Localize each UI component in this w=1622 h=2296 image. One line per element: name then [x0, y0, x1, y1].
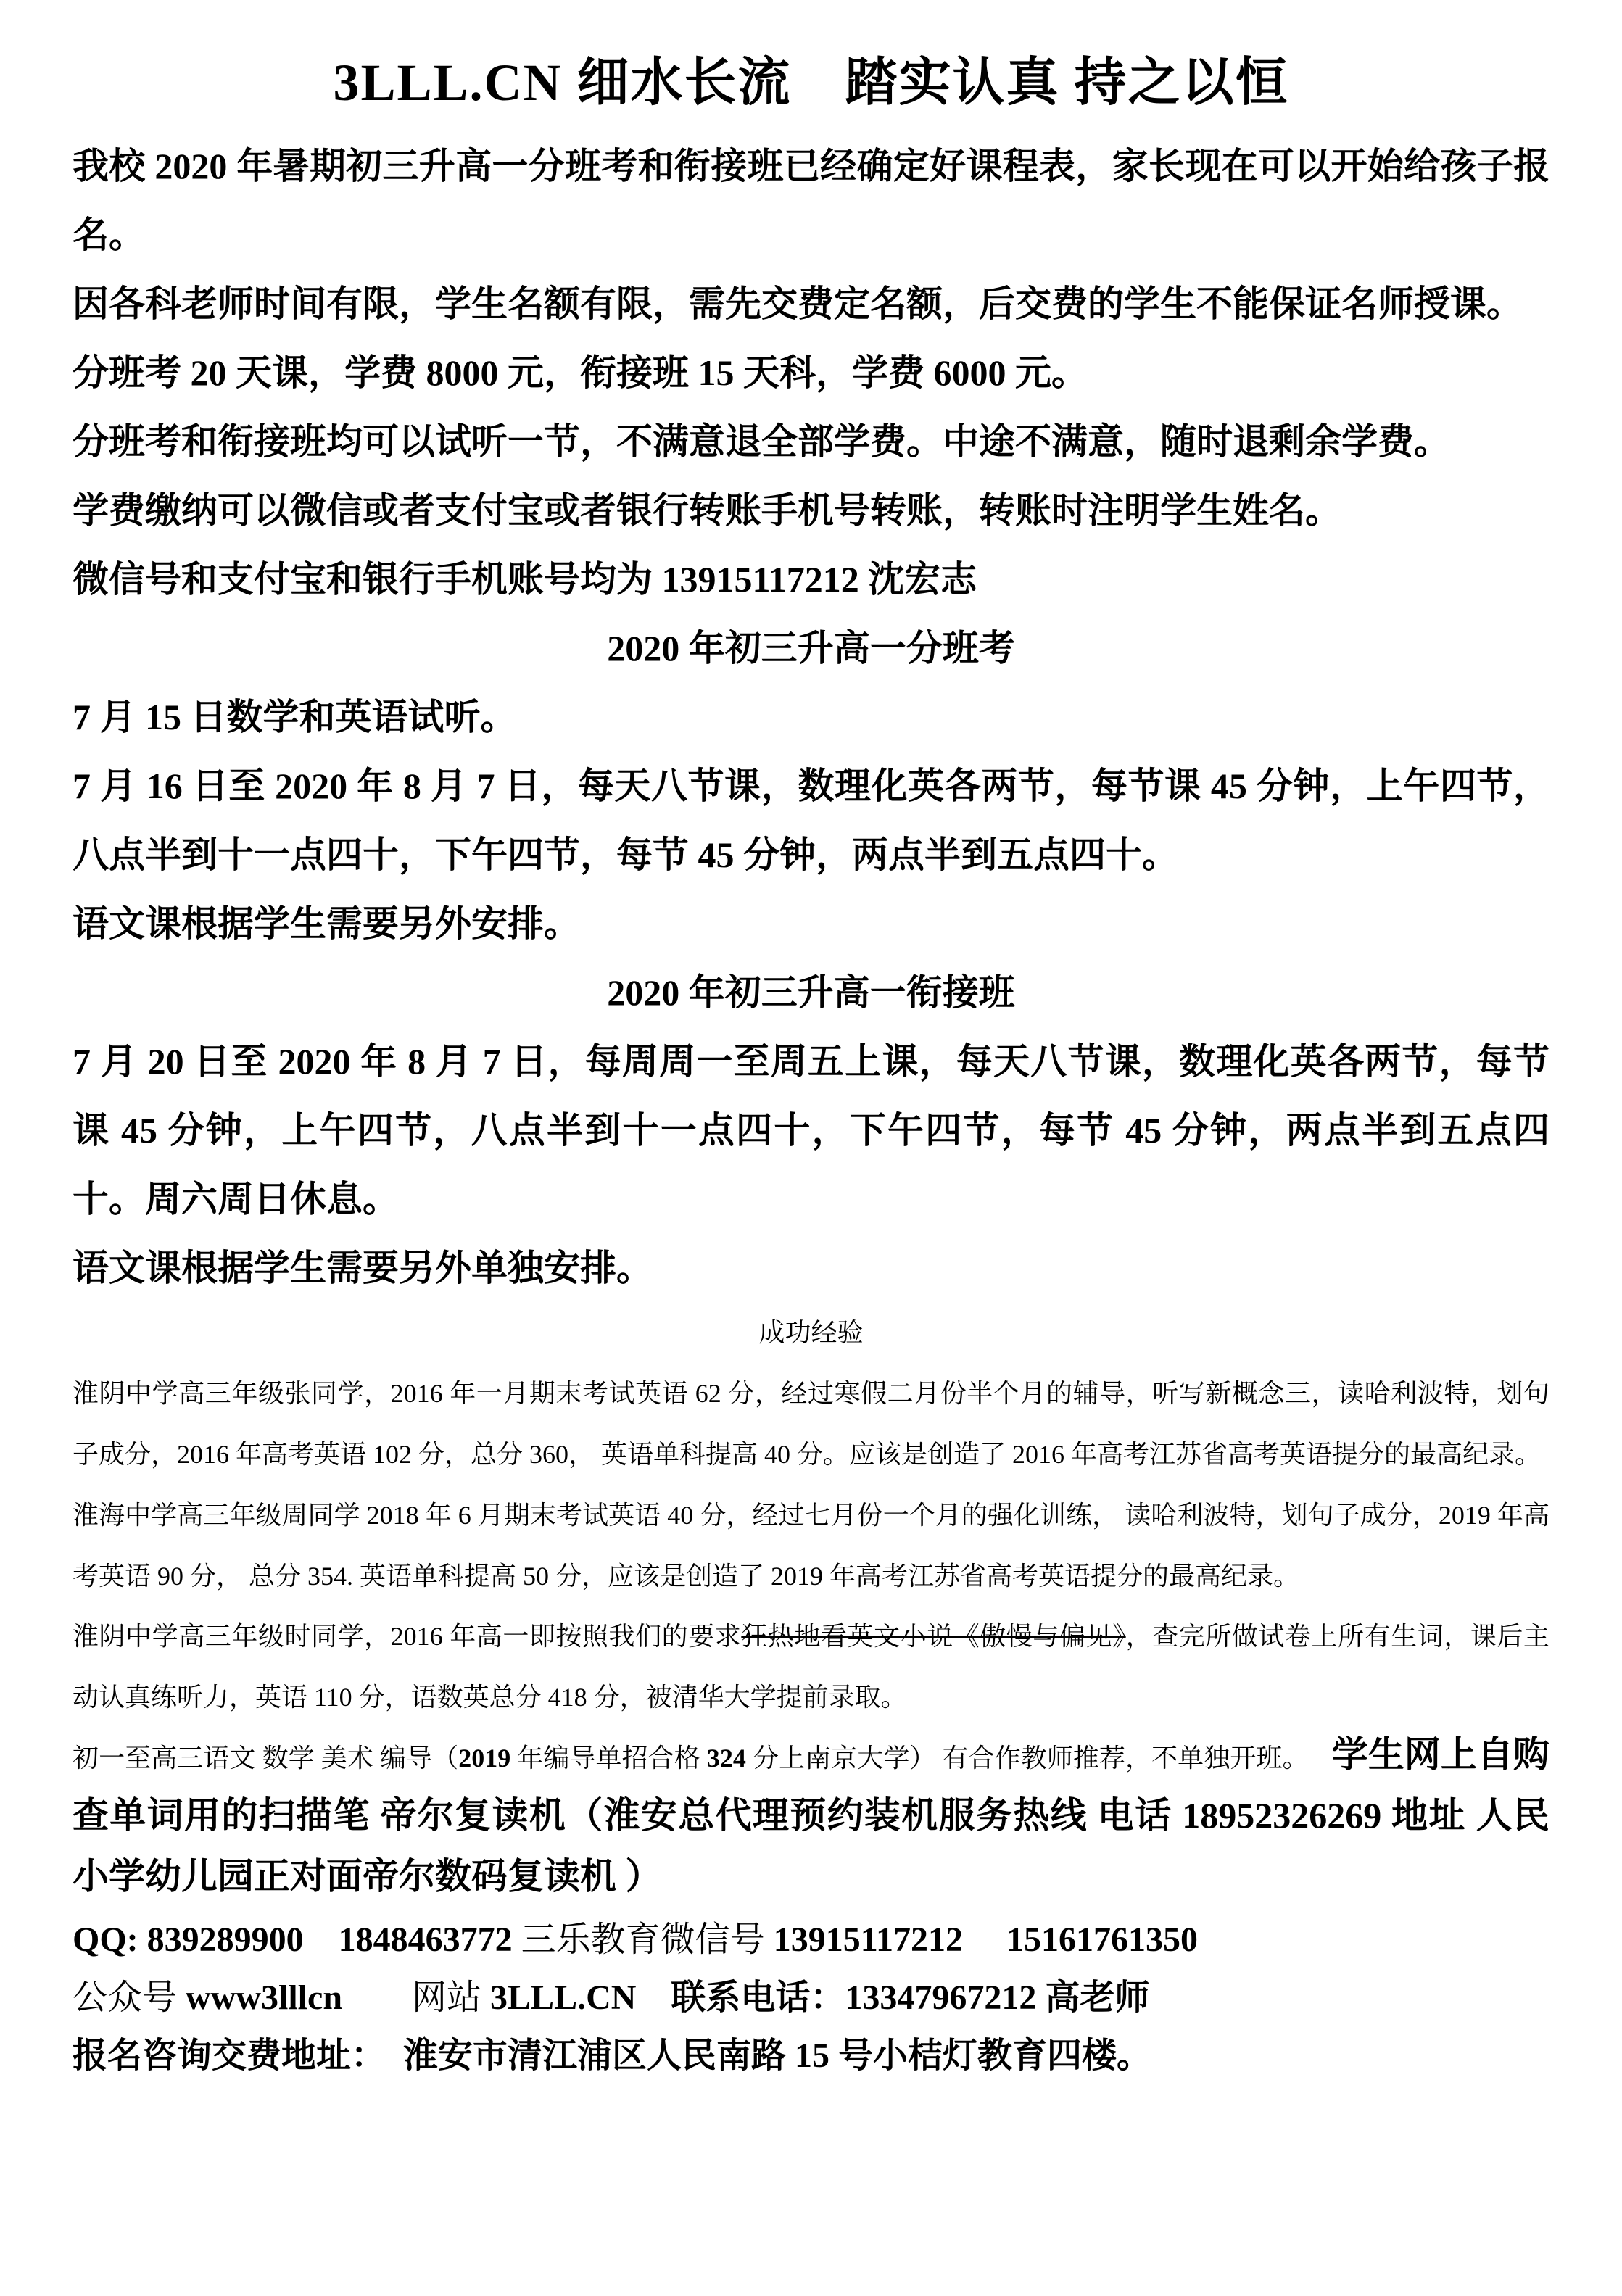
text-run: 微信号和支付宝和银行手机账号均为 13915117212 沈宏志 [73, 559, 977, 600]
placement-schedule-paragraph [73, 752, 1549, 890]
text-run: 分上南京大学） 有合作教师推荐，不单独开班。 [745, 1744, 1296, 1773]
text-run: 分班考 20 天课，学费 8000 元，衔接班 15 天科，学费 6000 元。 [73, 352, 1088, 393]
text-run: 3LLL.CN [490, 1978, 637, 2017]
text-run: 7 月 16 日至 2020 年 8 月 7 日，每天八节课，数理化英各两节，每节课 45 分钟，上午四节，八点半到十一点四十，下午四节，每节 45 分钟，两点半到五点四十。 [73, 766, 1549, 875]
success-heading [73, 1303, 1549, 1364]
placement-chinese-paragraph [73, 890, 1549, 958]
tuition-paragraph [73, 339, 1549, 407]
text-run: 13915117212 15161761350 [773, 1920, 1199, 1959]
success-story-1 [73, 1364, 1549, 1485]
text-run: 联系电话：13347967212 高老师 [636, 1978, 1150, 2017]
text-run: 语文课根据学生需要另外安排。 [73, 903, 580, 944]
contact-website-phone-line [73, 1969, 1549, 2027]
success-story-3 [73, 1607, 1549, 1728]
text-run: 公众号 [73, 1978, 186, 2017]
text-run: 成功经验 [758, 1318, 864, 1347]
text-run: 324 [706, 1744, 746, 1773]
text-run: 报名咨询交费地址： 淮安市清江浦区人民南路 15 号小桔灯教育四楼。 [73, 2036, 1152, 2076]
text-run: 因各科老师时间有限，学生名额有限，需先交费定名额，后交费的学生不能保证名师授课。 [73, 283, 1523, 324]
refund-paragraph [73, 407, 1549, 476]
text-run: 学费缴纳可以微信或者支付宝或者银行转账手机号转账，转账时注明学生姓名。 [73, 490, 1341, 531]
text-run: 网站 [342, 1978, 491, 2017]
text-run: 学生网上自购查单词用的扫描笔 帝尔复读机（淮安总代理预约装机服务热线 电话 18952326269 地址 人民小学幼儿园正对面帝尔数码复读机 ） [73, 1734, 1549, 1897]
document-title: 3LLL.CN 细水长流 踏实认真 持之以恒 [333, 54, 1289, 112]
text-run: 淮阴中学高三年级时同学，2016 年高一即按照我们的要求 [73, 1622, 742, 1651]
text-run: 7 月 15 日数学和英语试听。 [73, 697, 517, 737]
text-run: QQ: 839289900 1848463772 [73, 1920, 521, 1959]
payment-paragraph [73, 476, 1549, 545]
placement-trial-paragraph [73, 683, 1549, 752]
section-heading-placement-exam [73, 614, 1549, 683]
payment-account-paragraph [73, 545, 1549, 614]
bridge-schedule-paragraph [73, 1027, 1549, 1234]
text-run: 2019 [458, 1744, 511, 1773]
text-run: 年编导单招合格 [510, 1744, 707, 1773]
text-run: 我校 2020 年暑期初三升高一分班考和衔接班已经确定好课程表，家长现在可以开始给孩子报名。 [73, 146, 1549, 255]
text-run: 语文课根据学生需要另外单独安排。 [73, 1248, 653, 1288]
quota-paragraph [73, 270, 1549, 339]
bridge-chinese-paragraph [73, 1234, 1549, 1303]
success-story-2 [73, 1485, 1549, 1607]
text-run: 三乐教育微信号 [521, 1920, 774, 1959]
text-run: 淮海中学高三年级周同学 2018 年 6 月期末考试英语 40 分，经过七月份一个月的强化训练， 读哈利波特，划句子成分，2019 年高考英语 90 分， 总分 354. 英语单科提高 50 分，应该是创造了 2019 年高考江苏省高考英语提分的最高纪录。 [73, 1500, 1549, 1591]
text-run: www3lllcn [186, 1978, 343, 2017]
section-heading-bridge-class [73, 958, 1549, 1027]
contact-qq-wechat-line [73, 1911, 1549, 1969]
text-run: 狂热地看英文小说《傲慢与偏见》 [741, 1622, 1126, 1651]
text-run: 初一至高三语文 数学 美术 编导（ [73, 1744, 459, 1773]
contact-address-line [73, 2027, 1549, 2085]
text-run: 7 月 20 日至 2020 年 8 月 7 日，每周周一至周五上课，每天八节课，数理化英各两节，每节课 45 分钟，上午四节，八点半到十一点四十，下午四节，每节 45 分钟，两点半到五点四十。周六周日休息。 [73, 1041, 1549, 1219]
text-run: 2020 年初三升高一分班考 [607, 628, 1015, 668]
text-run: 淮阴中学高三年级张同学，2016 年一月期末考试英语 62 分，经过寒假二月份半个月的辅导，听写新概念三，读哈利波特，划句子成分，2016 年高考英语 102 分，总分 360， 英语单科提高 40 分。应该是创造了 2016 年高考江苏省高考英语提分的最高纪录。 [73, 1378, 1549, 1469]
text-run: ，查完所做试卷上所有生词，课后主动认真练听力，英语 110 分，语数英总分 418 分，被清华大学提前录取。 [73, 1622, 1549, 1712]
text-run: 分班考和衔接班均可以试听一节，不满意退全部学费。中途不满意，随时退剩余学费。 [73, 421, 1450, 462]
courses-and-devices-paragraph [73, 1728, 1549, 1911]
document-content [73, 132, 1549, 2085]
intro-paragraph [73, 132, 1549, 270]
text-run: 2020 年初三升高一衔接班 [607, 972, 1015, 1013]
